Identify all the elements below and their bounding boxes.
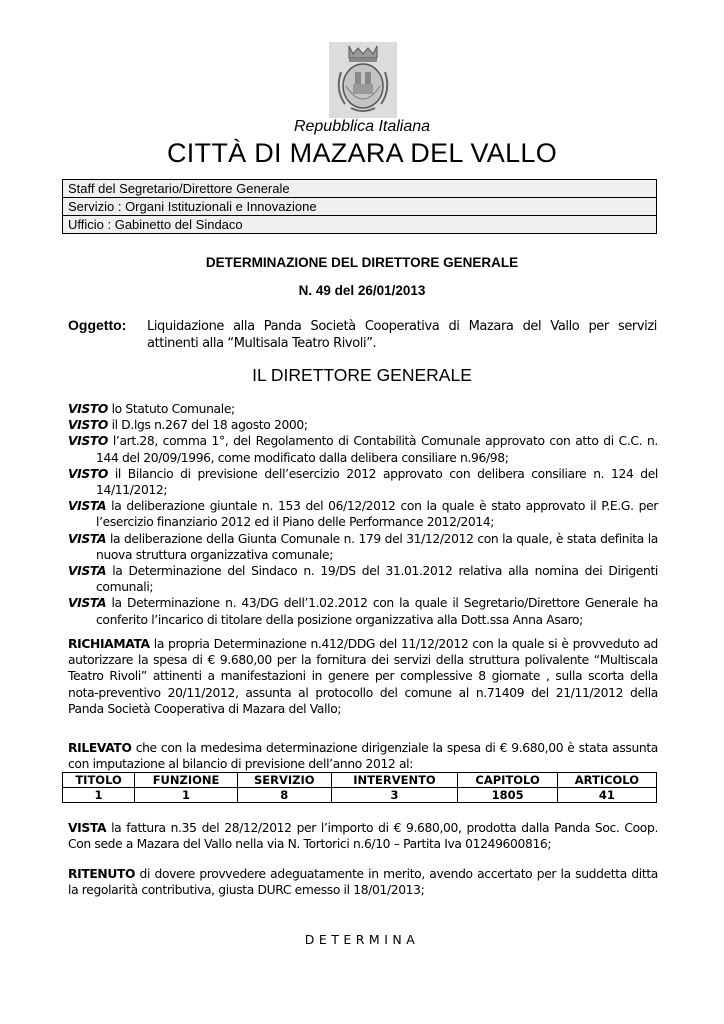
invoice-paragraph [68, 820, 658, 852]
recital-item [68, 466, 658, 498]
recital-keyword: VISTA [68, 564, 107, 579]
budget-table [62, 772, 657, 803]
determina-heading: DETERMINA [304, 932, 420, 947]
table-header-row [63, 773, 657, 788]
recital-keyword: VISTO [68, 466, 109, 481]
table-header-cell: FUNZIONE [135, 773, 238, 788]
ritenuto-text: di dovere provvedere adeguatamente in merito, avendo accertato per la suddetta ditta la regolarità contributiva, giusta DURC emesso il 18/01/2013; [68, 867, 658, 898]
invoice-text: la fattura n.35 del 28/12/2012 per l’importo di € 9.680,00, prodotta dalla Panda Soc. Coop. Con sede a Mazara del Vallo nella via N. Tortorici n.6/10 – Partita Iva 01249600816; [68, 821, 658, 852]
rilevato-paragraph [68, 740, 658, 772]
table-row [63, 788, 657, 803]
recital-item [68, 563, 658, 595]
city-title: CITTÀ DI MAZARA DEL VALLO [166, 138, 558, 168]
recital-keyword: VISTO [68, 402, 109, 416]
invoice-keyword: VISTA [68, 821, 107, 835]
recital-text: lo Statuto Comunale; [108, 402, 235, 416]
recital-keyword: VISTA [68, 596, 107, 611]
director-heading: IL DIRETTORE GENERALE [252, 365, 472, 385]
recital-keyword: VISTO [68, 418, 109, 433]
recital-text: la Determinazione n. 43/DG dell’1.02.2012 con la quale il Segretario/Direttore Generale ha conferito l’incarico di titolare della posizione organizzativa alla Dott.ssa Anna Asaro; [96, 596, 658, 627]
office-row-office: Ufficio : Gabinetto del Sindaco [63, 216, 656, 233]
ritenuto-paragraph [68, 866, 658, 898]
table-header-cell: SERVIZIO [237, 773, 331, 788]
richiamata-keyword: RICHIAMATA [68, 637, 150, 651]
recital-text: il Bilancio di previsione dell’esercizio 2012 approvato con delibera consiliare n. 124 del 14/11/2012; [96, 466, 658, 498]
recital-item [68, 417, 658, 433]
recital-item [68, 531, 658, 563]
subject-label: Oggetto: [68, 317, 127, 333]
table-cell: 3 [331, 788, 458, 803]
table-header-cell: TITOLO [63, 773, 135, 788]
table-cell: 8 [237, 788, 331, 803]
office-row-staff: Staff del Segretario/Direttore Generale [63, 180, 656, 198]
table-cell: 1 [63, 788, 135, 803]
richiamata-paragraph [68, 636, 658, 717]
table-cell: 41 [557, 788, 656, 803]
recital-item [68, 433, 658, 465]
table-cell: 1 [135, 788, 238, 803]
ritenuto-keyword: RITENUTO [68, 867, 136, 881]
recital-text: la Determinazione del Sindaco n. 19/DS del 31.01.2012 relativa alla nomina dei Dirigenti comunali; [96, 564, 658, 595]
rilevato-text: che con la medesima determinazione dirigenziale la spesa di € 9.680,00 è stata assunta con imputazione al bilancio di previsione dell’anno 2012 al: [68, 741, 658, 772]
recital-keyword: VISTA [68, 499, 107, 514]
rilevato-keyword: RILEVATO [68, 741, 132, 755]
recital-item [68, 595, 658, 627]
recital-text: l’art.28, comma 1°, del Regolamento di Contabilità Comunale approvato con atto di C.C. n. 144 del 20/09/1996, come modificato dalla delibera consiliare n.96/98; [96, 434, 658, 465]
recital-text: la deliberazione della Giunta Comunale n. 179 del 31/12/2012 con la quale, è stata definita la nuova struttura organizzativa comunale; [96, 531, 658, 562]
office-info-box [62, 179, 657, 234]
table-cell: 1805 [458, 788, 557, 803]
table-header-cell: ARTICOLO [557, 773, 656, 788]
subject-text: Liquidazione alla Panda Società Cooperativa di Mazara del Vallo per servizi attinenti alla “Multisala Teatro Rivoli”. [147, 319, 657, 351]
table-header-cell: INTERVENTO [331, 773, 458, 788]
determination-number: N. 49 del 26/01/2013 [298, 283, 426, 298]
recital-item [68, 498, 658, 530]
office-row-service: Servizio : Organi Istituzionali e Innovazione [63, 198, 656, 216]
republic-heading: Repubblica Italiana [293, 118, 431, 135]
recital-text: il D.lgs n.267 del 18 agosto 2000; [108, 418, 308, 433]
recital-keyword: VISTO [68, 434, 109, 449]
recital-text: la deliberazione giuntale n. 153 del 06/12/2012 con la quale è stato approvato il P.E.G. per l’esercizio finanziario 2012 ed il Piano delle Performance 2012/2014; [96, 499, 658, 530]
coat-of-arms-icon [329, 42, 397, 118]
recital-keyword: VISTA [68, 531, 107, 546]
richiamata-text: la propria Determinazione n.412/DDG del 11/12/2012 con la quale si è provveduto ad autorizzare la spesa di € 9.680,00 per la fornitura dei servizi della struttura polivalente “Multiscala Teatro Rivoli” attinenti a manifestazioni in genere per complessive 8 giornate , sulla scorta della nota-preventivo 20/11/2012, assunta al protocollo del comune al n.71409 del 21/11/2012 della Panda Società Cooperativa di Mazara del Vallo; [68, 637, 658, 716]
recital-item [68, 401, 658, 417]
table-header-cell: CAPITOLO [458, 773, 557, 788]
determination-title: DETERMINAZIONE DEL DIRETTORE GENERALE [205, 255, 519, 270]
recitals-list [68, 401, 658, 628]
